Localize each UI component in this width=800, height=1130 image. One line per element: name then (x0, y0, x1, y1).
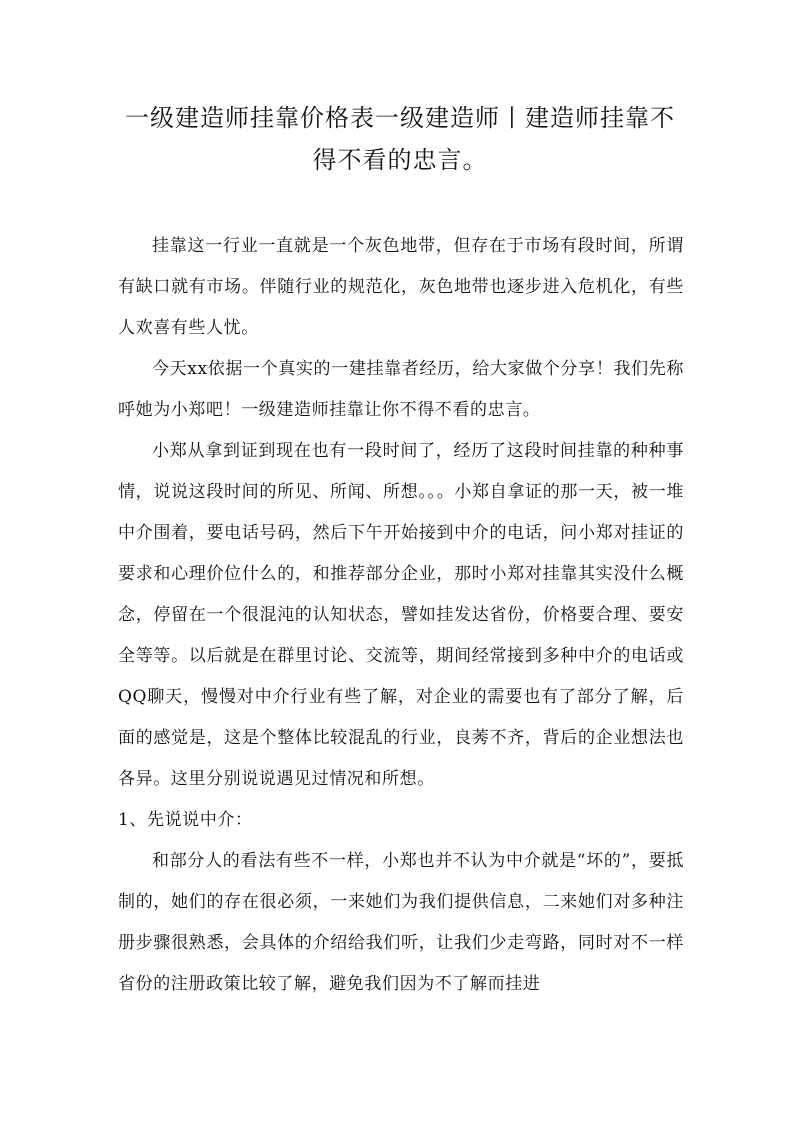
document-title (120, 97, 680, 181)
document-body (118, 226, 684, 1005)
title-line-1: 一级建造师挂靠价格表一级建造师丨建造师挂靠不 (125, 104, 675, 132)
paragraph-3: 小郑从拿到证到现在也有一段时间了，经历了这段时间挂靠的种种事情，说说这段时间的所见、所闻、所想。。。小郑自拿证的那一天，被一堆中介围着，要电话号码，然后下午开始接到中介的电话，问小郑对挂证的要求和心理价位什么的，和推荐部分企业，那时小郑对挂靠其实没什么概念，停留在一个很混沌的认知状态，譬如挂发达省份，价格要合理、要安全等等。以后就是在群里讨论、交流等，期间经常接到多种中介的电话或QQ聊天，慢慢对中介行业有些了解，对企业的需要也有了部分了解，后面的感觉是，这是个整体比较混乱的行业，良莠不齐，背后的企业想法也各异。这里分别说说遇见过情况和所想。 (118, 441, 684, 789)
title-line-2: 得不看的忠言。 (312, 146, 488, 174)
paragraph-2: 今天xx依据一个真实的一建挂靠者经历，给大家做个分享！我们先称呼她为小郑吧！一级建造师挂靠让你不得不看的忠言。 (118, 359, 684, 420)
paragraph-1: 挂靠这一行业一直就是一个灰色地带，但存在于市场有段时间，所谓有缺口就有市场。伴随行业的规范化，灰色地带也逐步进入危机化，有些人欢喜有些人忧。 (118, 236, 684, 338)
paragraph-4: 和部分人的看法有些不一样，小郑也并不认为中介就是“坏的”，要抵制的，她们的存在很必须，一来她们为我们提供信息，二来她们对多种注册步骤很熟悉，会具体的介绍给我们听，让我们少走弯路，同时对不一样省份的注册政策比较了解，避免我们因为不了解而挂进 (118, 851, 684, 994)
section-heading-intermediary: 1、先说说中介： (118, 810, 253, 830)
